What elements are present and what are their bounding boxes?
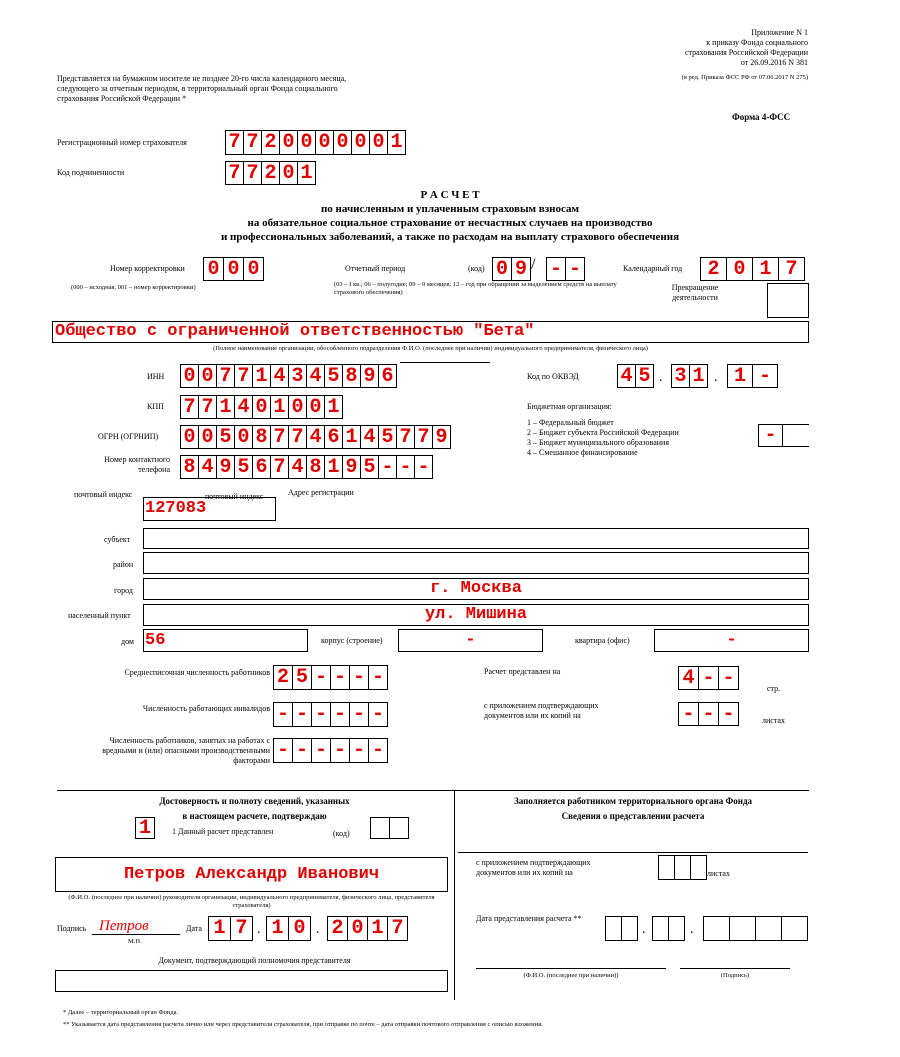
correction-cell[interactable]: 0 xyxy=(243,257,264,281)
inn-cell[interactable]: 8 xyxy=(342,364,361,388)
period-slash: / xyxy=(531,256,536,273)
signature-code-text: 1 Данный расчет представлен xyxy=(172,827,274,836)
year-cell[interactable]: 2 xyxy=(700,257,727,281)
note-line: следующего за отчетным периодом, в территориальный орган Фонда социального xyxy=(57,84,338,93)
year-cell[interactable]: 7 xyxy=(778,257,805,281)
attach-label-line: с приложением подтверждающих xyxy=(484,701,599,710)
reg-number-cell[interactable]: 0 xyxy=(369,130,388,155)
ogrn-cell[interactable]: 6 xyxy=(324,425,343,449)
sub-code-cells[interactable] xyxy=(225,161,316,185)
inn-cell[interactable]: 7 xyxy=(216,364,235,388)
ogrn-cell[interactable]: 1 xyxy=(342,425,361,449)
ogrn-label: ОГРН (ОГРНИП) xyxy=(98,432,159,441)
sub-code-label: Код подчиненности xyxy=(57,168,125,177)
inn-label: ИНН xyxy=(147,372,165,381)
fund-attach-cell[interactable] xyxy=(658,855,675,880)
date-day-cell[interactable]: 1 xyxy=(208,916,231,941)
kpp-cell[interactable]: 1 xyxy=(324,395,343,419)
period-note: (03 – I кв.; 06 – полугодие; 09 – 9 месяцев; 12 – год при обращении за выделением средств на выплату страхового обеспечения) xyxy=(334,281,617,296)
phone-label xyxy=(60,455,170,475)
termination-label: Прекращение деятельности xyxy=(671,283,719,302)
fio-caption: (Ф.И.О. (последнее при наличии) руководителя организации, индивидуального предпринимателя, физического лица, представителя страхователя) xyxy=(68,894,435,909)
ogrn-cell[interactable]: 9 xyxy=(432,425,451,449)
avg-staff-cells[interactable] xyxy=(273,665,388,690)
phone-cell[interactable]: 5 xyxy=(234,455,253,479)
phone-cell[interactable]: 7 xyxy=(270,455,289,479)
ogrn-cell[interactable]: 8 xyxy=(252,425,271,449)
appendix-note xyxy=(600,28,808,68)
kpp-cell[interactable]: 1 xyxy=(216,395,235,419)
harmful-staff-cells[interactable] xyxy=(273,738,388,763)
attach-cell[interactable]: - xyxy=(718,702,739,726)
phone-cell[interactable]: 8 xyxy=(306,455,325,479)
attach-cell[interactable]: - xyxy=(678,702,699,726)
disabled-staff-cell[interactable]: - xyxy=(349,702,369,727)
ogrn-cell[interactable]: 7 xyxy=(414,425,433,449)
okved-cell[interactable]: - xyxy=(752,364,778,388)
phone-cell[interactable]: - xyxy=(396,455,415,479)
kpp-cell[interactable]: 0 xyxy=(306,395,325,419)
house-field[interactable] xyxy=(143,629,308,652)
okved-cell[interactable]: 1 xyxy=(689,364,708,388)
harmful-label-line: факторами xyxy=(233,756,270,765)
title-line: Р А С Ч Е Т xyxy=(420,189,480,201)
column-divider xyxy=(454,790,455,1000)
date-day-cell[interactable]: 7 xyxy=(230,916,253,941)
budget-cells[interactable] xyxy=(758,424,809,447)
year-cells[interactable] xyxy=(700,257,805,281)
date-label: Дата xyxy=(186,924,202,933)
fund-attach-line: с приложением подтверждающих xyxy=(476,858,591,867)
signature-code-empty[interactable] xyxy=(370,817,390,839)
correction-cells[interactable] xyxy=(203,257,264,281)
avg-staff-cell[interactable]: - xyxy=(368,665,388,690)
district-label: район xyxy=(113,560,134,569)
phone-cell[interactable]: 4 xyxy=(288,455,307,479)
date-day-cells[interactable] xyxy=(208,916,253,941)
inn-cell[interactable]: 0 xyxy=(180,364,199,388)
correction-note: (000 – исходная, 001 – номер корректировки) xyxy=(71,284,196,291)
okved-cell[interactable]: 1 xyxy=(727,364,753,388)
sub-code-cell[interactable]: 7 xyxy=(225,161,244,185)
harmful-staff-label xyxy=(60,736,270,766)
budget-item: 4 – Смешанное финансирование xyxy=(527,448,638,457)
disabled-staff-cell[interactable]: - xyxy=(330,702,350,727)
fund-date-year[interactable] xyxy=(703,916,808,941)
house-label: дом xyxy=(121,637,134,646)
sign-value: Петров xyxy=(99,918,149,934)
reg-number-cell[interactable]: 2 xyxy=(261,130,280,155)
reg-number-cell[interactable]: 0 xyxy=(351,130,370,155)
ogrn-cell[interactable]: 5 xyxy=(216,425,235,449)
phone-label-line: Номер контактного xyxy=(104,455,170,464)
harmful-staff-cell[interactable]: - xyxy=(330,738,350,763)
date-month-cell[interactable]: 0 xyxy=(288,916,311,941)
year-label: Календарный год xyxy=(623,264,683,273)
period-label: Отчетный период xyxy=(345,264,406,273)
budget-item: 3 – Бюджет муниципального образования xyxy=(527,438,669,447)
fund-date-day[interactable] xyxy=(605,916,638,941)
fund-date-dot: . xyxy=(690,922,694,937)
ogrn-cell[interactable]: 4 xyxy=(360,425,379,449)
sub-code-cell[interactable]: 7 xyxy=(243,161,262,185)
inn-cell[interactable]: 4 xyxy=(306,364,325,388)
ogrn-cell[interactable]: 7 xyxy=(396,425,415,449)
disabled-staff-cell[interactable]: - xyxy=(292,702,312,727)
city-label: город xyxy=(114,586,133,595)
inn-cell[interactable]: 9 xyxy=(360,364,379,388)
date-year-cell[interactable]: 0 xyxy=(347,916,368,941)
postal-value: 127083 xyxy=(145,499,207,518)
harmful-staff-cell[interactable]: - xyxy=(311,738,331,763)
budget-item: 1 – Федеральный бюджет xyxy=(527,418,614,427)
fund-title-line: Сведения о представлении расчета xyxy=(561,811,705,821)
period-cells[interactable] xyxy=(492,257,531,281)
period-code-label: (код) xyxy=(468,264,485,273)
sub-code-cell[interactable]: 0 xyxy=(279,161,298,185)
harmful-staff-cell[interactable]: - xyxy=(292,738,312,763)
attach-label-line: документов или их копий на xyxy=(484,711,581,720)
pages-cell[interactable]: 4 xyxy=(678,666,699,690)
signature-code-cells[interactable] xyxy=(370,817,409,839)
subject-label: субъект xyxy=(104,535,131,544)
phone-cell[interactable]: - xyxy=(378,455,397,479)
fund-date-cell[interactable] xyxy=(755,916,782,941)
reg-number-cell[interactable]: 7 xyxy=(243,130,262,155)
reg-number-cell[interactable]: 0 xyxy=(333,130,352,155)
house-value: 56 xyxy=(145,631,166,650)
stamp-label: М.П. xyxy=(128,938,142,945)
city-value: г. Москва xyxy=(430,579,522,598)
postal-label: почтовый индекс xyxy=(205,492,264,501)
fund-title-line: Заполняется работником территориального органа Фонда xyxy=(513,796,753,806)
pages-label: Расчет представлен на xyxy=(484,667,561,676)
pages-cell[interactable]: - xyxy=(698,666,719,690)
title-line: и профессиональных заболеваний, а также по расходам на выплату страхового обеспечения xyxy=(220,231,680,243)
amendment-note: (в ред. Приказа ФСС РФ от 07.06.2017 N 275) xyxy=(681,74,808,81)
sub-code-cell[interactable]: 2 xyxy=(261,161,280,185)
inn-cell[interactable]: 0 xyxy=(198,364,217,388)
fund-date-cell[interactable] xyxy=(668,916,685,941)
org-name: Общество с ограниченной ответственностью "Бета" xyxy=(55,322,535,341)
phone-cell[interactable]: 5 xyxy=(360,455,379,479)
period-cell[interactable]: - xyxy=(546,257,566,281)
fund-attach-cell[interactable] xyxy=(690,855,707,880)
okved-cells-2[interactable] xyxy=(671,364,708,388)
street-value: ул. Мишина xyxy=(424,605,528,624)
avg-staff-cell[interactable]: - xyxy=(349,665,369,690)
reg-number-cell[interactable]: 1 xyxy=(387,130,406,155)
date-dot: . xyxy=(257,922,261,937)
fund-date-cell[interactable] xyxy=(621,916,638,941)
ogrn-cell[interactable]: 0 xyxy=(234,425,253,449)
postal-label-left: почтовый индекс xyxy=(74,490,133,499)
avg-staff-cell[interactable]: 5 xyxy=(292,665,312,690)
section-divider xyxy=(57,790,809,791)
kpp-cell[interactable]: 0 xyxy=(288,395,307,419)
fund-sign-caption: (Подпись) xyxy=(720,972,750,979)
inn-cell[interactable]: 7 xyxy=(234,364,253,388)
submission-note xyxy=(57,74,397,104)
harmful-label-line: вредными и (или) опасными производственными xyxy=(102,746,270,755)
doc-field[interactable] xyxy=(55,970,448,992)
footnote-2: ** Указывается дата представления расчета лично или через представителя страхователя, при отправке по почте – дата отправки почтового отправления с описью вложения. xyxy=(63,1021,543,1028)
fund-attach-cell[interactable] xyxy=(674,855,691,880)
attach-cell[interactable]: - xyxy=(698,702,719,726)
pages-cell[interactable]: - xyxy=(718,666,739,690)
date-year-cell[interactable]: 1 xyxy=(367,916,388,941)
phone-label-line: телефона xyxy=(138,465,170,474)
phone-cell[interactable]: 9 xyxy=(342,455,361,479)
avg-staff-cell[interactable]: 2 xyxy=(273,665,293,690)
disabled-staff-cells[interactable] xyxy=(273,702,388,727)
signature-title-line: в настоящем расчете, подтверждаю xyxy=(182,811,327,821)
inn-cells[interactable] xyxy=(180,364,397,388)
reg-number-cell[interactable]: 0 xyxy=(297,130,316,155)
phone-cell[interactable]: 4 xyxy=(198,455,217,479)
okved-cells-3[interactable] xyxy=(727,364,778,388)
kpp-cell[interactable]: 7 xyxy=(180,395,199,419)
building-label: корпус (строение) xyxy=(321,636,383,645)
inn-cell[interactable]: 5 xyxy=(324,364,343,388)
signature-title-line: Достоверность и полноту сведений, указанных xyxy=(159,796,350,806)
budget-cell[interactable] xyxy=(782,424,809,447)
locality-label: населенный пункт xyxy=(68,611,131,620)
kpp-cell[interactable]: 1 xyxy=(270,395,289,419)
fio-value: Петров Александр Иванович xyxy=(123,865,380,884)
fund-date-cell[interactable] xyxy=(729,916,756,941)
avg-staff-cell[interactable]: - xyxy=(330,665,350,690)
date-year-cell[interactable]: 7 xyxy=(387,916,408,941)
kpp-cells[interactable] xyxy=(180,395,343,419)
harmful-staff-cell[interactable]: - xyxy=(349,738,369,763)
okved-label: Код по ОКВЭД xyxy=(527,372,579,381)
reg-number-cell[interactable]: 7 xyxy=(225,130,244,155)
appendix-line: Приложение N 1 xyxy=(751,28,808,37)
appendix-line: к приказу Фонда социального xyxy=(706,38,808,47)
attach-cells[interactable] xyxy=(678,702,739,726)
signature-code-label: (код) xyxy=(333,829,350,838)
harmful-staff-cell[interactable]: - xyxy=(273,738,293,763)
year-cell[interactable]: 1 xyxy=(752,257,779,281)
signature-code-empty[interactable] xyxy=(389,817,409,839)
disabled-staff-cell[interactable]: - xyxy=(311,702,331,727)
date-month-cells[interactable] xyxy=(266,916,311,941)
inn-cell[interactable]: 6 xyxy=(378,364,397,388)
budget-item: 2 – Бюджет субъекта Российской Федерации xyxy=(527,428,679,437)
note-line: страхования Российской Федерации * xyxy=(57,94,187,103)
kpp-cell[interactable]: 4 xyxy=(234,395,253,419)
subject-field[interactable] xyxy=(143,528,809,549)
title-line: по начисленным и уплаченным страховым взносам xyxy=(320,203,580,215)
disabled-staff-cell[interactable]: - xyxy=(273,702,293,727)
reg-number-label: Регистрационный номер страхователя xyxy=(57,138,187,147)
fund-date-dot: . xyxy=(642,922,646,937)
okved-cell[interactable]: 3 xyxy=(671,364,690,388)
ogrn-cell[interactable]: 5 xyxy=(378,425,397,449)
fund-date-cell[interactable] xyxy=(605,916,622,941)
note-line: Представляется на бумажном носителе не позднее 20-го числа календарного месяца, xyxy=(57,74,347,83)
form-title xyxy=(150,188,750,244)
signature-code-cell-box[interactable] xyxy=(135,817,155,839)
footnote-1: * Далее – территориальный орган Фонда. xyxy=(63,1009,179,1016)
pages-cells[interactable] xyxy=(678,666,739,690)
ogrn-cell[interactable]: 0 xyxy=(180,425,199,449)
period-cell[interactable]: 0 xyxy=(492,257,512,281)
attach-unit: листах xyxy=(762,716,785,725)
okved-dot: . xyxy=(659,370,663,385)
harmful-staff-cell[interactable]: - xyxy=(368,738,388,763)
ogrn-cells[interactable] xyxy=(180,425,451,449)
fund-attach-label xyxy=(476,858,591,878)
fund-attach-line: документов или их копий на xyxy=(476,868,573,877)
phone-cells[interactable] xyxy=(180,455,433,479)
ogrn-cell[interactable]: 0 xyxy=(198,425,217,449)
org-caption: (Полное наименование организации, обособленного подразделения Ф.И.О. (последнее при наличии) индивидуального предпринимателя, физического лица) xyxy=(213,345,648,352)
fund-attach-unit: листах xyxy=(707,869,730,878)
appendix-line: от 26.09.2016 N 381 xyxy=(740,58,808,67)
avg-staff-label: Среднесписочная численность работников xyxy=(124,668,270,677)
sign-label: Подпись xyxy=(57,924,87,933)
avg-staff-cell[interactable]: - xyxy=(311,665,331,690)
budget-list xyxy=(527,418,679,458)
period-cell[interactable]: - xyxy=(565,257,585,281)
district-field[interactable] xyxy=(143,552,809,574)
ogrn-cell[interactable]: 4 xyxy=(306,425,325,449)
phone-cell[interactable]: 9 xyxy=(216,455,235,479)
fund-date-cell[interactable] xyxy=(652,916,669,941)
pages-unit: стр. xyxy=(767,684,781,693)
inn-cell[interactable]: 3 xyxy=(288,364,307,388)
date-year-cells[interactable] xyxy=(327,916,408,941)
termination-box[interactable] xyxy=(767,283,809,318)
fund-date-cell[interactable] xyxy=(703,916,730,941)
reg-number-cells[interactable] xyxy=(225,130,406,155)
okved-cells-1[interactable] xyxy=(617,364,654,388)
date-dot: . xyxy=(316,922,320,937)
fund-date-month[interactable] xyxy=(652,916,685,941)
year-cell[interactable]: 0 xyxy=(726,257,753,281)
correction-cell[interactable]: 0 xyxy=(203,257,224,281)
doc-label: Документ, подтверждающий полномочия представителя xyxy=(158,956,351,965)
disabled-staff-label: Численность работающих инвалидов xyxy=(142,704,270,713)
inn-cell[interactable]: 4 xyxy=(270,364,289,388)
building-value: - xyxy=(465,631,476,650)
ogrn-cell[interactable]: 7 xyxy=(288,425,307,449)
reg-address-label: Адрес регистрации xyxy=(288,488,354,497)
date-year-cell[interactable]: 2 xyxy=(327,916,348,941)
fund-title xyxy=(458,794,808,824)
fund-date-cell[interactable] xyxy=(781,916,808,941)
reg-number-cell[interactable]: 0 xyxy=(279,130,298,155)
period-cell[interactable]: 9 xyxy=(511,257,531,281)
okved-cell[interactable]: 5 xyxy=(635,364,654,388)
appendix-line: страхования Российской Федерации xyxy=(684,48,808,57)
okved-dot: . xyxy=(714,370,718,385)
apt-value: - xyxy=(726,631,737,650)
correction-cell[interactable]: 0 xyxy=(223,257,244,281)
form-name: Форма 4-ФСС xyxy=(732,112,791,122)
apt-label: квартира (офис) xyxy=(575,636,630,645)
disabled-staff-cell[interactable]: - xyxy=(368,702,388,727)
signature-code-cell[interactable]: 1 xyxy=(135,817,155,839)
ogrn-cell[interactable]: 7 xyxy=(270,425,289,449)
phone-cell[interactable]: - xyxy=(414,455,433,479)
sub-code-cell[interactable]: 1 xyxy=(297,161,316,185)
fund-fio-caption: (Ф.И.О. (последнее при наличии)) xyxy=(523,972,619,979)
correction-label: Номер корректировки xyxy=(110,264,185,273)
title-line: на обязательное социальное страхование от несчастных случаев на производство xyxy=(247,217,653,229)
harmful-label-line: Численность работников, занятых на работах с xyxy=(109,736,270,745)
phone-cell[interactable]: 1 xyxy=(324,455,343,479)
phone-cell[interactable]: 6 xyxy=(252,455,271,479)
kpp-label: КПП xyxy=(147,402,164,411)
reg-number-cell[interactable]: 0 xyxy=(315,130,334,155)
budget-title: Бюджетная организация: xyxy=(527,402,612,411)
date-month-cell[interactable]: 1 xyxy=(266,916,289,941)
okved-cell[interactable]: 4 xyxy=(617,364,636,388)
period-cells-2[interactable] xyxy=(546,257,585,281)
phone-cell[interactable]: 8 xyxy=(180,455,199,479)
budget-cell[interactable]: - xyxy=(758,424,783,447)
kpp-cell[interactable]: 7 xyxy=(198,395,217,419)
kpp-cell[interactable]: 0 xyxy=(252,395,271,419)
fund-attach-cells[interactable] xyxy=(658,855,707,880)
inn-cell[interactable]: 1 xyxy=(252,364,271,388)
fund-date-label: Дата представления расчета ** xyxy=(476,914,582,923)
attach-label xyxy=(484,701,599,721)
